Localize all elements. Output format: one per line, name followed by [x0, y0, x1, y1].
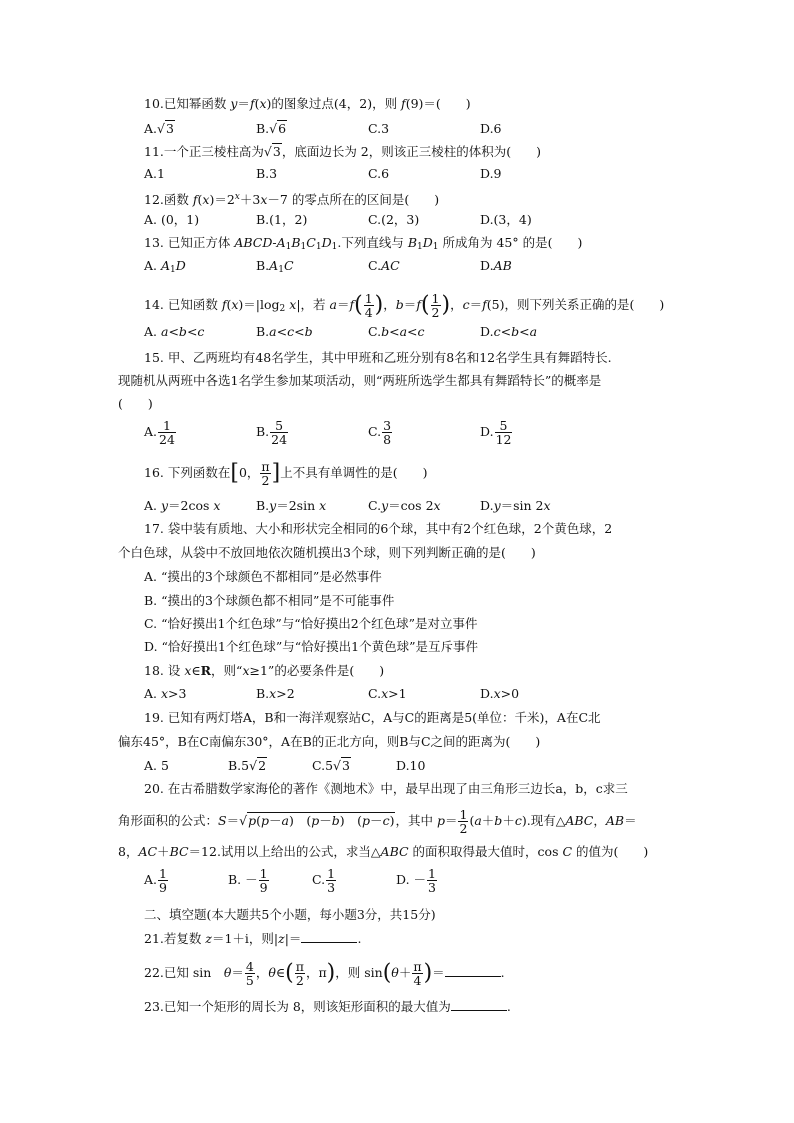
q18-option-a: A. x>3	[144, 686, 187, 701]
q20-option-b: B. － $\frac{1}{9}$	[228, 866, 268, 895]
q19-option-d: D.10	[396, 758, 426, 773]
q15-stem-line3: ( )	[118, 396, 153, 411]
q23-stem: 23.已知一个矩形的周长为 8，则该矩形面积的最大值为 .	[144, 999, 511, 1014]
q11-option-a: A.1	[144, 166, 165, 181]
q16-option-b: B.y＝2sin x	[256, 498, 327, 513]
q13-stem: 13. 已知正方体 ABCD-$A_1B_1C_1D_1$.下列直线与 $B_1D_1$ 所成角为 45° 的是( )	[144, 235, 583, 252]
q13-option-b: $B.A_1C$	[256, 258, 294, 275]
section-2-heading: 二、填空题(本大题共5个小题，每小题3分，共15分)	[144, 907, 436, 922]
q12-option-a: A. (0，1)	[144, 212, 200, 227]
q20-option-d: D. － $\frac{1}{3}$	[396, 866, 436, 895]
q12-option-b: B.(1，2)	[256, 212, 308, 227]
q15-option-a: A. $\frac{1}{24}$	[144, 418, 175, 447]
q23-answer-blank[interactable]	[451, 998, 507, 1011]
q13-option-d: D.AB	[480, 258, 512, 273]
q10-option-c: C.3	[368, 121, 390, 136]
q16-option-c: C.y＝cos 2x	[368, 498, 441, 513]
q20-stem-line2: 角形面积的公式：S＝√p(p－a) (p－b) (p－c)，其中 p＝ $\frac{1}{2}$ (a＋b＋c).现有△ABC，AB＝	[118, 807, 637, 836]
q17-option-b: B. “摸出的3个球颜色都不相同”是不可能事件	[144, 593, 395, 608]
q10-option-a: A.√3	[144, 121, 174, 136]
q17-option-c: C. “恰好摸出1个红色球”与“恰好摸出2个红色球”是对立事件	[144, 616, 478, 631]
q15-option-d: D. $\frac{5}{12}$	[480, 418, 512, 447]
q18-option-b: B.x>2	[256, 686, 295, 701]
q18-stem: 18. 设 x∈R，则“x≥1”的必要条件是( )	[144, 663, 385, 678]
q13-option-c: C.AC	[368, 258, 400, 273]
q13-option-a: A. $A_1D$	[144, 258, 186, 275]
q14-stem: 14. 已知函数 $f(x)=|\log_2$ x|，若 a＝f( $\frac{1}{4}$ )，b＝f( $\frac{1}{2}$ )，c＝f(5)，则下列关系正确的是( )	[144, 291, 665, 320]
q15-stem-line2: 现随机从两班中各选1名学生参加某项活动，则“两班所选学生都具有舞蹈特长”的概率是	[118, 373, 602, 388]
q10-stem: 10.已知幂函数 y＝f(x)的图象过点(4，2)，则 f(9)＝( )	[144, 96, 471, 111]
q14-option-d: D.c<b<a	[480, 324, 538, 339]
q16-stem: 16. 下列函数在[0， $\frac{\pi}{2}$ ]上不具有单调性的是( )	[144, 459, 428, 488]
q20-option-a: A. $\frac{1}{9}$	[144, 866, 167, 895]
q11-option-c: C.6	[368, 166, 390, 181]
q14-option-b: B.a<c<b	[256, 324, 313, 339]
q18-option-c: C.x>1	[368, 686, 407, 701]
q15-option-b: B. $\frac{5}{24}$	[256, 418, 288, 447]
q21-answer-blank[interactable]	[301, 930, 357, 943]
q17-option-a: A. “摸出的3个球颜色不都相同”是必然事件	[144, 569, 382, 584]
q19-option-c: C.5√3	[312, 758, 350, 773]
q15-stem-line1: 15. 甲、乙两班均有48名学生，其中甲班和乙班分别有8名和12名学生具有舞蹈特长.	[144, 350, 612, 365]
q10-option-d: D.6	[480, 121, 502, 136]
q19-option-b: B.5√2	[228, 758, 267, 773]
q22-stem: 22.已知 sin θ＝ $\frac{4}{5}$ ，θ∈( $\frac{\pi}{2}$ ，π)，则 sin(θ＋ $\frac{\pi}{4}$ )＝ .	[144, 959, 505, 988]
q19-stem-line2: 偏东45°，B在C南偏东30°，A在B的正北方向，则B与C之间的距离为( )	[118, 734, 541, 749]
q14-option-c: C.b<a<c	[368, 324, 425, 339]
q10-option-b: B.√6	[256, 121, 287, 136]
q22-answer-blank[interactable]	[445, 964, 501, 977]
q12-stem: 12.函数 $f(x)=2^x+3x-7$ 的零点所在的区间是( )	[144, 192, 440, 207]
q14-option-a: A. a<b<c	[144, 324, 205, 339]
q17-option-d: D. “恰好摸出1个红色球”与“恰好摸出1个黄色球”是互斥事件	[144, 639, 478, 654]
q20-stem-line3: 8，AC＋BC＝12.试用以上给出的公式，求当△ABC 的面积取得最大值时，cos C 的值为( )	[118, 844, 649, 859]
q12-option-d: D.(3，4)	[480, 212, 532, 227]
q17-stem-line1: 17. 袋中装有质地、大小和形状完全相同的6个球，其中有2个红色球，2个黄色球，2	[144, 521, 613, 536]
q11-stem: 11.一个正三棱柱高为√3，底面边长为 2，则该正三棱柱的体积为( )	[144, 144, 541, 159]
q16-option-d: D.y＝sin 2x	[480, 498, 551, 513]
q20-stem-line1: 20. 在古希腊数学家海伦的著作《测地术》中，最早出现了由三角形三边长a，b，c求三	[144, 781, 628, 796]
q16-option-a: A. y＝2cos x	[144, 498, 221, 513]
q21-stem: 21.若复数 z＝1＋i，则|z|＝ .	[144, 931, 362, 946]
q19-option-a: A. 5	[144, 758, 169, 773]
q17-stem-line2: 个白色球，从袋中不放回地依次随机摸出3个球，则下列判断正确的是( )	[118, 545, 536, 560]
q12-option-c: C.(2，3)	[368, 212, 420, 227]
q18-option-d: D.x>0	[480, 686, 520, 701]
q11-option-b: B.3	[256, 166, 278, 181]
q11-option-d: D.9	[480, 166, 502, 181]
q19-stem-line1: 19. 已知有两灯塔A，B和一海洋观察站C，A与C的距离是5(单位：千米)，A在C北	[144, 710, 601, 725]
q20-option-c: C. $\frac{1}{3}$	[312, 866, 336, 895]
q15-option-c: C. $\frac{3}{8}$	[368, 418, 392, 447]
